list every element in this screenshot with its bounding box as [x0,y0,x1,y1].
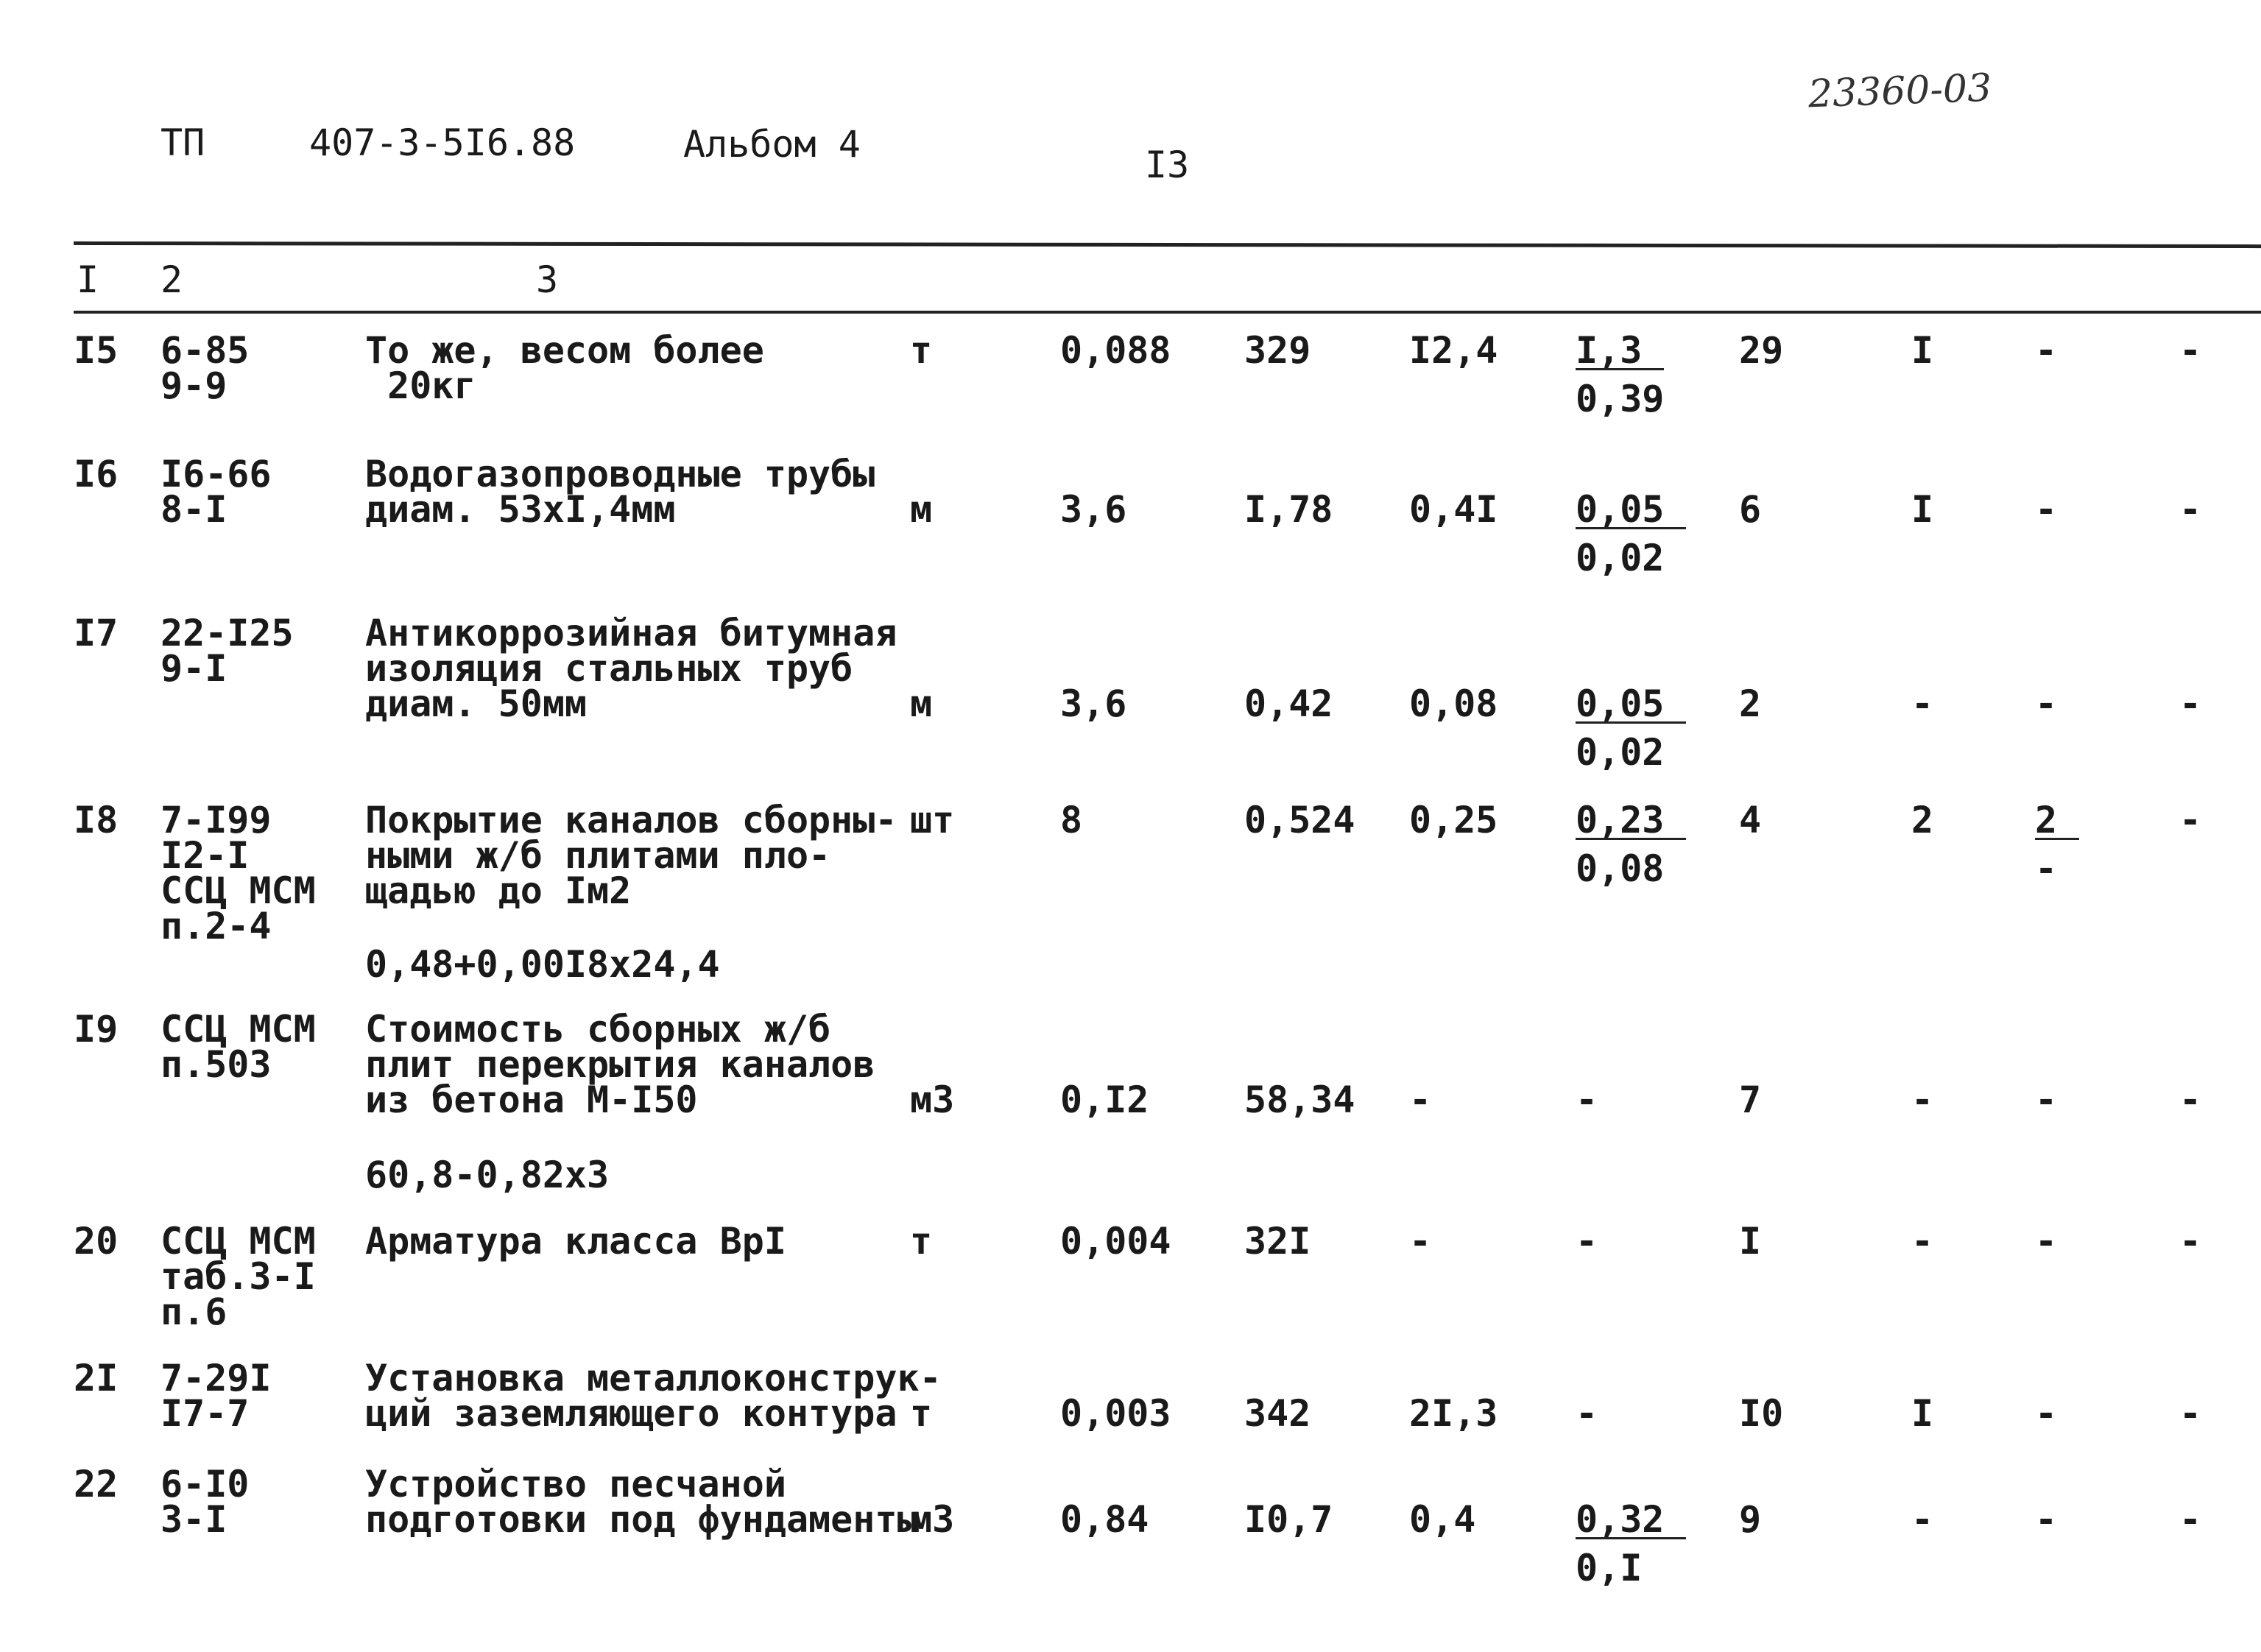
unit-cost: I0,7 [1244,1498,1333,1541]
wage-cost: 0,4I [1409,488,1498,531]
machine-cost: - [1576,1079,1598,1121]
machine-total: - [2035,329,2058,372]
machine-total: 2 [2035,802,2079,840]
norm-code: 7-29I I7-7 [161,1357,272,1435]
quantity: 0,84 [1060,1498,1149,1541]
project-number: 407-3-5I6.88 [309,121,576,164]
work-description: Покрытие каналов сборны- ными ж/б плитами пло- щадью до Iм2 [365,799,897,912]
unit: м [910,682,933,725]
total-wage: I [1911,1392,1934,1435]
work-description: Устройство песчаной подготовки под фундаменты [365,1463,920,1541]
column-header-1: I [77,258,99,301]
norm-code: 7-I99 I2-I ССЦ МСМ п.2-4 [161,799,316,947]
unit: м [910,488,933,531]
unit-cost: 329 [1244,329,1311,372]
machine-total: - [2035,1220,2058,1263]
machine-cost: - [1576,1392,1598,1435]
unit-cost: 58,34 [1244,1079,1355,1121]
wage-cost: I2,4 [1409,329,1498,372]
machine-wage: 0,39 [1576,378,1665,420]
quantity: 0,I2 [1060,1079,1149,1121]
extra-column: - [2179,1392,2202,1435]
row-number: I5 [74,329,119,372]
handwritten-doc-code: 23360-03 [1807,66,1993,117]
total-cost: 7 [1739,1079,1762,1121]
machine-cost: - [1576,1220,1598,1263]
machine-total: - [2035,1392,2058,1435]
total-wage: - [1911,682,1934,725]
calc-note: 0,48+0,00I8х24,4 [365,943,720,986]
total-cost: I0 [1739,1392,1784,1435]
wage-cost: 0,25 [1409,799,1498,841]
total-cost: 2 [1739,682,1762,725]
total-cost: 9 [1739,1498,1762,1541]
quantity: 0,003 [1060,1392,1171,1435]
total-wage: - [1911,1079,1934,1121]
wage-cost: - [1409,1220,1432,1263]
unit: т [910,1220,933,1263]
column-header-3: 3 [536,258,559,301]
total-wage: - [1911,1220,1934,1263]
total-cost: I [1739,1220,1762,1263]
norm-code: 6-I0 3-I [161,1463,250,1541]
quantity: 3,6 [1060,488,1127,531]
norm-code: ССЦ МСМ таб.3-I п.6 [161,1220,316,1333]
machine-cost: 0,23 [1576,802,1686,840]
work-description: Установка металлоконструк- ций заземляющего контура [365,1357,942,1435]
total-cost: 6 [1739,488,1762,531]
machine-wage: 0,I [1576,1547,1643,1589]
machine-total: - [2035,682,2058,725]
row-number: I6 [74,453,119,495]
doc-type-label: ТП [161,121,205,164]
page-number: I3 [1145,144,1190,186]
work-description: Арматура класса ВрI [365,1220,786,1263]
norm-code: ССЦ МСМ п.503 [161,1008,316,1086]
total-wage: I [1911,329,1934,372]
wage-cost: 0,4 [1409,1498,1476,1541]
unit: м3 [910,1079,955,1121]
work-description: Антикоррозийная битумная изоляция стальных труб диам. 50мм [365,612,897,725]
total-wage: 2 [1911,799,1934,841]
norm-code: 22-I25 9-I [161,612,294,690]
unit: шт [910,799,955,841]
wage-cost: - [1409,1079,1432,1121]
unit-cost: 32I [1244,1220,1311,1263]
extra-column: - [2179,488,2202,531]
unit: м3 [910,1498,955,1541]
quantity: 0,088 [1060,329,1171,372]
extra-column: - [2179,682,2202,725]
norm-code: I6-66 8-I [161,453,272,531]
unit-cost: 0,524 [1244,799,1355,841]
extra-column: - [2179,1220,2202,1263]
album-label: Альбом 4 [683,123,861,166]
work-description: Стоимость сборных ж/б плит перекрытия каналов из бетона М-I50 [365,1008,875,1121]
quantity: 0,004 [1060,1220,1171,1263]
machine-wage: 0,02 [1576,731,1665,774]
total-cost: 29 [1739,329,1784,372]
table-top-rule [74,241,2261,248]
machine-total: - [2035,1079,2058,1121]
unit-cost: 342 [1244,1392,1311,1435]
column-header-2: 2 [161,258,183,301]
machine-wage: 0,08 [1576,847,1665,890]
row-number: I8 [74,799,119,841]
extra-column: - [2179,1079,2202,1121]
row-number: 2I [74,1357,119,1399]
extra-column: - [2179,329,2202,372]
unit: т [910,329,933,372]
row-number: 22 [74,1463,119,1505]
total-wage: I [1911,488,1934,531]
calc-note: 60,8-0,82х3 [365,1154,610,1196]
unit-cost: I,78 [1244,488,1333,531]
machine-cost: 0,05 [1576,492,1686,529]
machine-cost: 0,32 [1576,1502,1686,1539]
row-number: I7 [74,612,119,654]
total-cost: 4 [1739,799,1762,841]
quantity: 8 [1060,799,1083,841]
wage-cost: 2I,3 [1409,1392,1498,1435]
work-description: То же, весом более 20кг [365,329,764,407]
quantity: 3,6 [1060,682,1127,725]
extra-column: - [2179,1498,2202,1541]
total-wage: - [1911,1498,1934,1541]
row-number: 20 [74,1220,119,1263]
table-header-rule [74,311,2261,314]
row-number: I9 [74,1008,119,1051]
machine-cost: 0,05 [1576,686,1686,724]
extra-column: - [2179,799,2202,841]
unit-cost: 0,42 [1244,682,1333,725]
machine-cost: I,3 [1576,333,1664,370]
norm-code: 6-85 9-9 [161,329,250,407]
machine-total: - [2035,488,2058,531]
unit: т [910,1392,933,1435]
work-description: Водогазопроводные трубы диам. 53хI,4мм [365,453,875,531]
wage-cost: 0,08 [1409,682,1498,725]
machine-wage: 0,02 [1576,537,1665,579]
machine-total-wage: - [2035,847,2058,890]
machine-total: - [2035,1498,2058,1541]
